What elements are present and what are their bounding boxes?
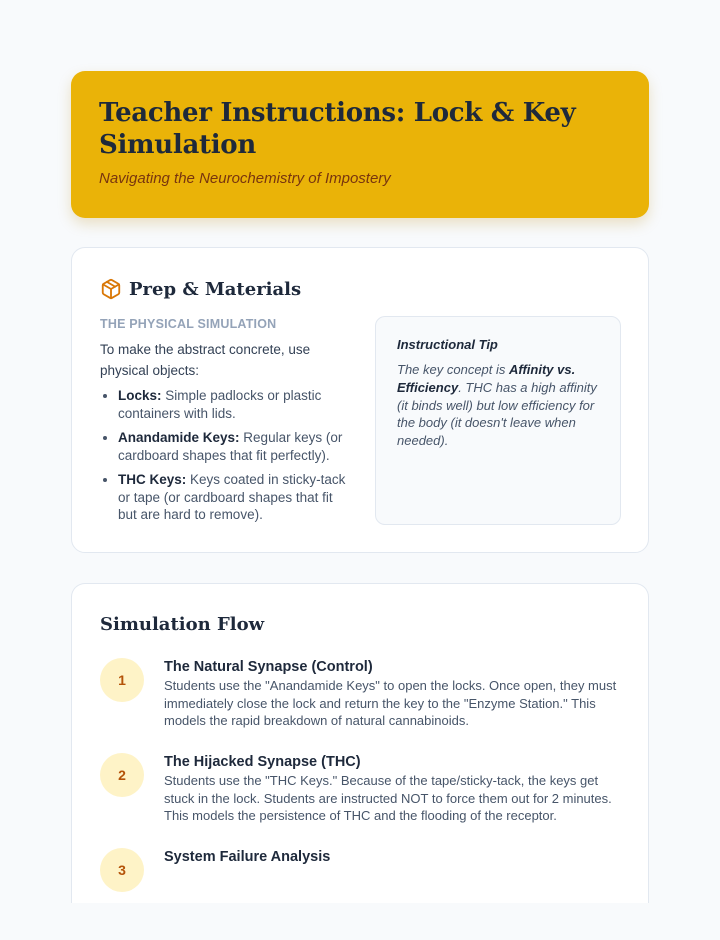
steps-list bbox=[100, 655, 624, 940]
page-subtitle: Navigating the Neurochemistry of Impostery bbox=[99, 170, 391, 187]
instructional-tip-box bbox=[375, 316, 621, 525]
step-title: The Hijacked Synapse (THC) bbox=[164, 754, 361, 770]
prep-section-heading bbox=[100, 278, 301, 300]
step-item bbox=[100, 750, 624, 845]
simulation-flow-card bbox=[71, 583, 649, 903]
step-description: Students use the "Anandamide Keys" to open the locks. Once open, they must immediately close the lock and return the key to the "Enzyme Station." This models the rapid breakdown of natural cannabinoids. bbox=[164, 678, 617, 729]
material-text: Keys coated in sticky-tack or tape (or cardboard shapes that fit but are hard to remove). bbox=[118, 472, 346, 522]
page-header bbox=[71, 71, 649, 218]
step-description: Students use the "THC Keys." Because of the tape/sticky-tack, the keys get stuck in the lock. Students are instructed NOT to force them out for 2 minutes. This models the persistence of THC and the flooding of the receptor. bbox=[164, 773, 612, 824]
step-item bbox=[100, 845, 624, 940]
materials-list bbox=[100, 387, 350, 524]
step-number-badge: 2 bbox=[100, 753, 144, 797]
prep-materials-card bbox=[71, 247, 649, 553]
list-item bbox=[118, 387, 350, 422]
list-item bbox=[118, 429, 350, 464]
simulation-kicker: THE PHYSICAL SIMULATION bbox=[100, 317, 277, 331]
step-item bbox=[100, 655, 624, 750]
flow-section-heading bbox=[100, 614, 264, 635]
materials-column bbox=[100, 317, 350, 531]
step-body bbox=[164, 849, 624, 867]
tip-text-post: . THC has a high affinity (it binds well) but low efficiency for the body (it doesn't leave when needed). bbox=[397, 379, 597, 449]
tip-text-pre: The key concept is bbox=[397, 362, 509, 377]
material-term: Locks: bbox=[118, 388, 162, 403]
step-title: The Natural Synapse (Control) bbox=[164, 659, 373, 675]
prep-section-title: Prep & Materials bbox=[129, 278, 302, 300]
box-icon bbox=[100, 278, 122, 300]
page-title: Teacher Instructions: Lock & Key Simulation bbox=[99, 98, 576, 160]
list-item bbox=[118, 471, 350, 524]
step-body bbox=[164, 659, 624, 730]
tip-body bbox=[397, 361, 599, 450]
material-text: Simple padlocks or plastic containers with lids. bbox=[118, 388, 322, 421]
material-text: Regular keys (or cardboard shapes that fit perfectly). bbox=[118, 430, 343, 463]
step-body bbox=[164, 754, 624, 825]
tip-emphasis: Affinity vs. Efficiency bbox=[397, 362, 576, 395]
tip-title: Instructional Tip bbox=[397, 337, 498, 352]
material-term: THC Keys: bbox=[118, 472, 187, 487]
flow-section-title: Simulation Flow bbox=[100, 614, 265, 635]
material-term: Anandamide Keys: bbox=[118, 430, 240, 445]
step-number-badge: 1 bbox=[100, 658, 144, 702]
step-title: System Failure Analysis bbox=[164, 849, 331, 865]
materials-intro: To make the abstract concrete, use physical objects: bbox=[100, 342, 311, 378]
step-number-badge: 3 bbox=[100, 848, 144, 892]
